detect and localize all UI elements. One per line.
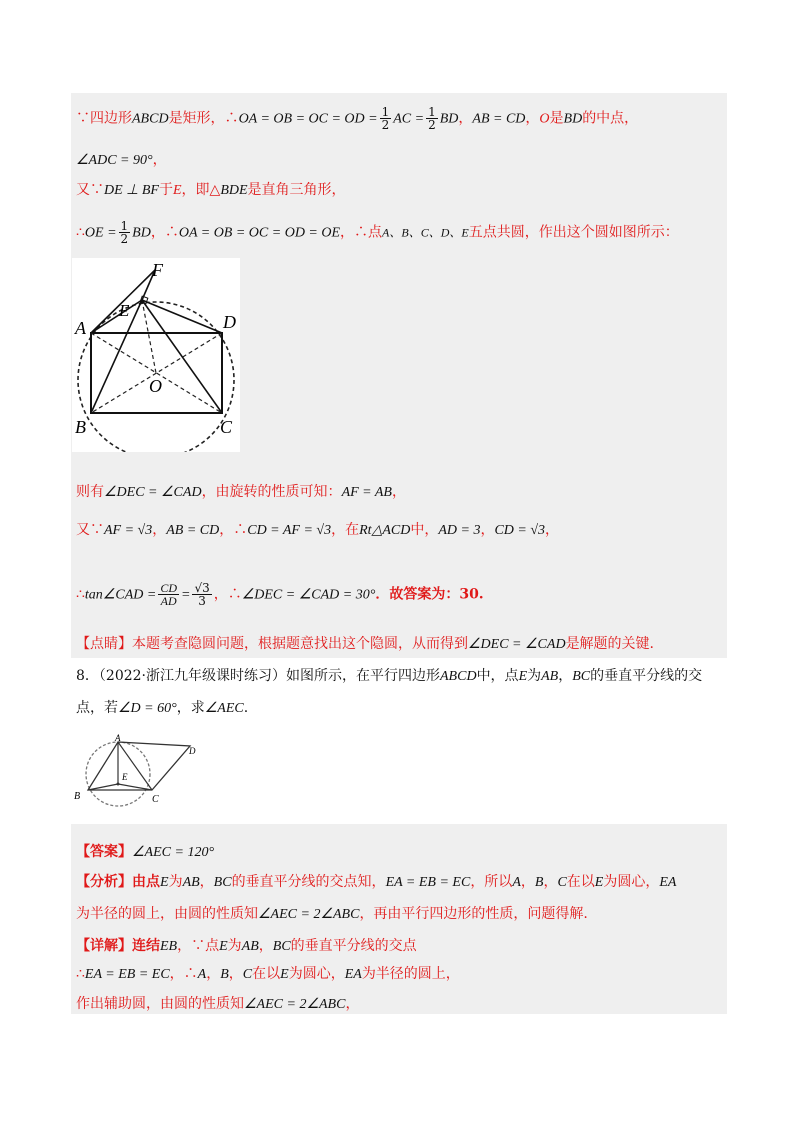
analysis-line-1: 【分析】由点E为AB，BC的垂直平分线的交点知，EA = EB = EC，所以A，B，C在以E为圆心，EA — [76, 874, 677, 890]
label-D: D — [189, 746, 196, 756]
question-8-line-1: 8．（2022·浙江九年级课时练习）如图所示，在平行四边形ABCD中，点E为AB，BC的垂直平分线的交 — [76, 668, 703, 684]
solution-line-1: ∵四边形ABCD是矩形，∴OA = OB = OC = OD = $\frac{1}{2}$ AC = $\frac{1}{2}$ BD，AB = CD，O是BD的中点， — [76, 105, 639, 132]
solution-line-2: ∠ADC = 90°， — [76, 152, 167, 168]
label-D: D — [223, 312, 236, 332]
label-E: E — [122, 772, 128, 782]
detail-line-1: 【详解】连结EB，∵点E为AB，BC的垂直平分线的交点 — [76, 938, 417, 954]
detail-line-3: 作出辅助圆，由圆的性质知∠AEC = 2∠ABC， — [76, 996, 360, 1012]
label-C: C — [152, 794, 159, 805]
solution-line-5: 则有∠DEC = ∠CAD，由旋转的性质可知：AF = AB， — [76, 484, 406, 500]
label-A: A — [115, 733, 121, 743]
label-F: F — [152, 260, 163, 280]
parallelogram-figure — [72, 732, 204, 812]
circle-rectangle-figure — [72, 258, 240, 452]
solution-line-3: 又∵DE ⊥ BF于E，即△BDE是直角三角形， — [76, 182, 346, 198]
solution-line-6: 又∵AF = √3，AB = CD，∴CD = AF = √3，在Rt△ACD中，AD = 3，CD = √3， — [76, 522, 560, 538]
question-8-line-2: 点，若∠D = 60°，求∠AEC. — [76, 700, 249, 716]
fraction-half: $\frac{1}{2}$ — [428, 105, 436, 132]
fraction-root3-3: $\frac{√3}{3}$ — [194, 581, 210, 608]
label-A: A — [75, 318, 86, 338]
solution-line-4: ∴OE = $\frac{1}{2}$ BD，∴OA = OB = OC = OD = OE，∴点A、B、C、D、E五点共圆，作出这个圆如图所示： — [76, 219, 679, 246]
label-O: O — [149, 376, 162, 396]
label-B: B — [74, 791, 81, 802]
solution-line-8: 【点睛】本题考查隐圆问题，根据题意找出这个隐圆，从而得到∠DEC = ∠CAD是解题的关键. — [76, 636, 655, 652]
label-B: B — [75, 417, 86, 437]
analysis-line-2: 为半径的圆上，由圆的性质知∠AEC = 2∠ABC，再由平行四边形的性质，问题得解. — [76, 906, 588, 922]
fraction-half: $\frac{1}{2}$ — [381, 105, 390, 132]
detail-line-2: ∴EA = EB = EC，∴A，B，C在以E为圆心，EA为半径的圆上， — [76, 966, 460, 982]
parallelogram-abcd — [88, 742, 190, 790]
solution-line-7: ∴tan∠CAD = $\frac{CD}{AD}$ = $\frac{√3}{3}$ ，∴∠DEC = ∠CAD = 30°．故答案为：30. — [76, 581, 484, 608]
label-C: C — [220, 417, 233, 437]
answer-line: 【答案】∠AEC = 120° — [76, 844, 215, 860]
label-E: E — [119, 301, 130, 320]
fraction-half: $\frac{1}{2}$ — [120, 219, 129, 246]
fraction-cd-ad: $\frac{CD}{AD}$ — [160, 581, 177, 608]
